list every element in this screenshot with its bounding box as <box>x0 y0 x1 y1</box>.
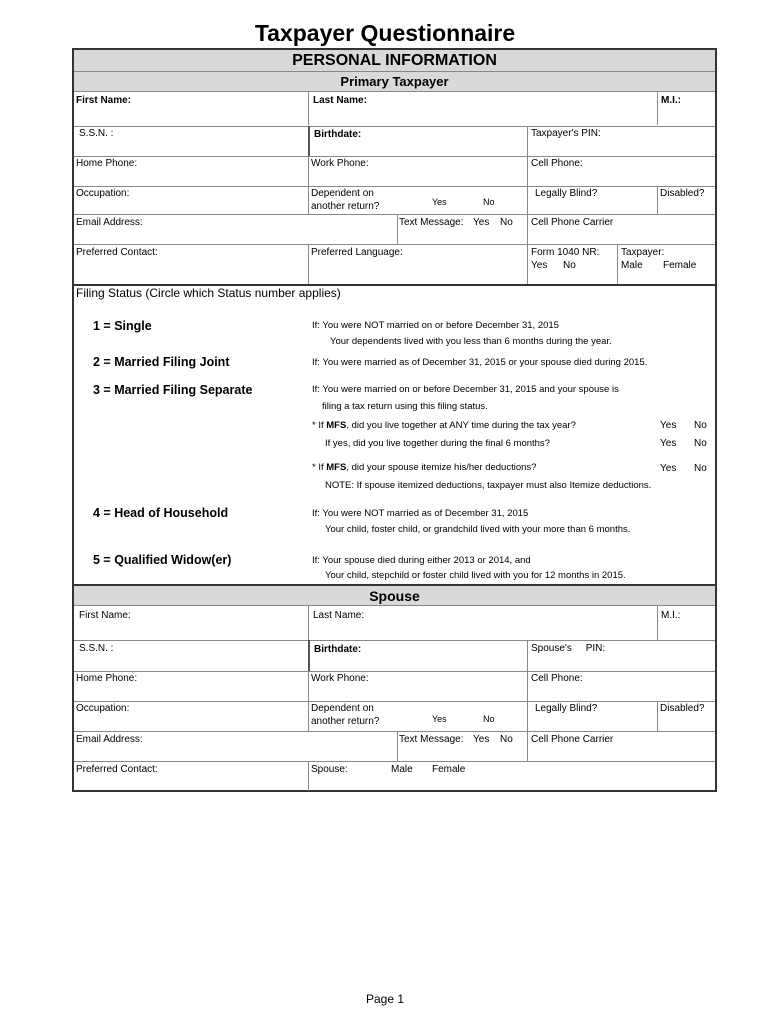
divider <box>74 731 715 732</box>
divider <box>74 761 715 762</box>
divider <box>74 126 715 127</box>
divider <box>397 214 398 244</box>
spouse-text-message-yes-option[interactable]: Yes <box>473 734 490 745</box>
divider <box>527 731 528 761</box>
divider <box>527 640 528 671</box>
mfs-question-text: , did you live together at ANY time during the tax year? <box>346 420 576 431</box>
filing-status-description: Your child, stepchild or foster child lived with you for 12 months in 2015. <box>325 570 626 581</box>
filing-status-married-joint[interactable]: 2 = Married Filing Joint <box>93 355 230 369</box>
divider <box>74 244 715 245</box>
section-title-primary-taxpayer: Primary Taxpayer <box>74 72 715 92</box>
mfs-itemize-no-option[interactable]: No <box>694 463 707 474</box>
email-field[interactable]: Email Address: <box>76 217 143 228</box>
filing-status-description: Your child, foster child, or grandchild lived with your more than 6 months. <box>325 524 631 535</box>
filing-status-description: If: Your spouse died during either 2013 or 2014, and <box>312 555 531 566</box>
divider <box>74 186 715 187</box>
filing-status-description: filing a tax return using this filing status. <box>322 401 488 412</box>
cell-phone-field[interactable]: Cell Phone: <box>531 158 583 169</box>
divider <box>657 701 658 731</box>
preferred-contact-field[interactable]: Preferred Contact: <box>76 247 158 258</box>
spouse-preferred-contact-field[interactable]: Preferred Contact: <box>76 764 158 775</box>
form-1040nr-no-option[interactable]: No <box>563 260 576 271</box>
filing-status-qualified-widow[interactable]: 5 = Qualified Widow(er) <box>93 553 232 567</box>
text-message-no-option[interactable]: No <box>500 217 513 228</box>
mfs-question-text: , did your spouse itemize his/her deductions? <box>346 462 537 473</box>
taxpayer-female-option[interactable]: Female <box>663 260 697 271</box>
last-name-field[interactable]: Last Name: <box>313 95 367 106</box>
filing-status-header: Filing Status (Circle which Status number applies) <box>76 286 341 300</box>
divider <box>308 126 310 156</box>
divider <box>308 671 309 701</box>
divider <box>74 214 715 215</box>
spouse-pin-field[interactable]: Spouse's PIN: <box>531 643 606 654</box>
filing-status-description: If: You were NOT married as of December 31, 2015 <box>312 508 529 519</box>
filing-status-description: Your dependents lived with you less than 6 months during the year. <box>330 336 612 347</box>
mfs-itemize-yes-option[interactable]: Yes <box>660 463 677 474</box>
preferred-language-field[interactable]: Preferred Language: <box>311 247 403 258</box>
spouse-birthdate-field[interactable]: Birthdate: <box>314 644 362 655</box>
mfs-note: NOTE: If spouse itemized deductions, taxpayer must also Itemize deductions. <box>325 480 652 491</box>
mfs-question-prefix: * If <box>312 420 327 431</box>
spouse-female-option[interactable]: Female <box>432 764 466 775</box>
divider <box>74 671 715 672</box>
taxpayer-male-option[interactable]: Male <box>621 260 643 271</box>
divider <box>308 244 309 284</box>
spouse-dependent-label: another return? <box>311 716 380 727</box>
divider <box>308 640 310 671</box>
spouse-dependent-yes-option[interactable]: Yes <box>432 714 447 724</box>
page-number: Page 1 <box>365 992 405 1006</box>
legally-blind-field[interactable]: Legally Blind? <box>535 188 598 199</box>
home-phone-field[interactable]: Home Phone: <box>76 158 138 169</box>
divider <box>617 244 618 284</box>
divider <box>308 92 309 125</box>
spouse-occupation-field[interactable]: Occupation: <box>76 703 130 714</box>
mfs-final-months-question: If yes, did you live together during the final 6 months? <box>325 438 550 449</box>
mfs-live-together-no-option[interactable]: No <box>694 420 707 431</box>
spouse-male-option[interactable]: Male <box>391 764 413 775</box>
text-message-yes-option[interactable]: Yes <box>473 217 490 228</box>
filing-status-single[interactable]: 1 = Single <box>93 319 152 333</box>
divider <box>308 186 309 214</box>
dependent-label: another return? <box>311 201 380 212</box>
filing-status-description: If: You were married as of December 31, 2015 or your spouse died during 2015. <box>312 357 648 368</box>
spouse-home-phone-field[interactable]: Home Phone: <box>76 673 138 684</box>
spouse-first-name-field[interactable]: First Name: <box>79 610 131 621</box>
spouse-dependent-label: Dependent on <box>311 703 374 714</box>
mfs-question-prefix: * If <box>312 462 327 473</box>
mfs-itemize-question <box>312 462 536 473</box>
divider <box>308 761 309 791</box>
filing-status-description: If: You were NOT married on or before December 31, 2015 <box>312 320 559 331</box>
filing-status-married-separate[interactable]: 3 = Married Filing Separate <box>93 383 253 397</box>
dependent-yes-option[interactable]: Yes <box>432 197 447 207</box>
spouse-middle-initial-field[interactable]: M.I.: <box>661 610 681 621</box>
text-message-label: Text Message: <box>399 217 464 228</box>
spouse-dependent-no-option[interactable]: No <box>483 714 495 724</box>
divider <box>308 606 309 640</box>
spouse-text-message-no-option[interactable]: No <box>500 734 513 745</box>
taxpayer-pin-field[interactable]: Taxpayer's PIN: <box>531 128 601 139</box>
mfs-final-months-no-option[interactable]: No <box>694 438 707 449</box>
section-title-spouse: Spouse <box>74 586 715 606</box>
middle-initial-field[interactable]: M.I.: <box>661 95 681 106</box>
divider <box>527 186 528 214</box>
occupation-field[interactable]: Occupation: <box>76 188 130 199</box>
mfs-abbrev: MFS <box>326 420 347 431</box>
spouse-work-phone-field[interactable]: Work Phone: <box>311 673 369 684</box>
dependent-label: Dependent on <box>311 188 374 199</box>
spouse-email-field[interactable]: Email Address: <box>76 734 143 745</box>
divider <box>657 606 658 640</box>
document-title: Taxpayer Questionnaire <box>254 20 516 46</box>
divider <box>657 186 658 214</box>
divider <box>527 671 528 701</box>
disabled-field[interactable]: Disabled? <box>660 188 705 199</box>
divider <box>308 156 309 186</box>
divider <box>74 156 715 157</box>
cell-carrier-field[interactable]: Cell Phone Carrier <box>531 217 614 228</box>
work-phone-field[interactable]: Work Phone: <box>311 158 369 169</box>
section-title-personal-information: PERSONAL INFORMATION <box>74 50 715 72</box>
filing-status-description: If: You were married on or before December 31, 2015 and your spouse is <box>312 384 619 395</box>
spouse-disabled-field[interactable]: Disabled? <box>660 703 705 714</box>
mfs-final-months-yes-option[interactable]: Yes <box>660 438 677 449</box>
form-1040nr-label: Form 1040 NR: <box>531 247 600 258</box>
spouse-gender-label: Spouse: <box>311 764 348 775</box>
divider <box>397 731 398 761</box>
birthdate-field[interactable]: Birthdate: <box>314 129 362 140</box>
ssn-field[interactable]: S.S.N. : <box>79 128 114 139</box>
divider <box>527 701 528 731</box>
divider <box>308 701 309 731</box>
divider <box>527 244 528 284</box>
dependent-no-option[interactable]: No <box>483 197 495 207</box>
spouse-ssn-field[interactable]: S.S.N. : <box>79 643 114 654</box>
spouse-legally-blind-field[interactable]: Legally Blind? <box>535 703 598 714</box>
mfs-live-together-yes-option[interactable]: Yes <box>660 420 677 431</box>
spouse-text-message-label: Text Message: <box>399 734 464 745</box>
first-name-field[interactable]: First Name: <box>76 95 132 106</box>
taxpayer-gender-label: Taxpayer: <box>621 247 665 258</box>
mfs-abbrev: MFS <box>326 462 347 473</box>
divider <box>74 640 715 641</box>
mfs-live-together-question <box>312 420 576 431</box>
form-1040nr-yes-option[interactable]: Yes <box>531 260 548 271</box>
divider <box>657 92 658 125</box>
divider <box>527 214 528 244</box>
spouse-cell-carrier-field[interactable]: Cell Phone Carrier <box>531 734 614 745</box>
spouse-cell-phone-field[interactable]: Cell Phone: <box>531 673 583 684</box>
divider <box>74 701 715 702</box>
divider <box>527 126 528 156</box>
divider <box>527 156 528 186</box>
spouse-last-name-field[interactable]: Last Name: <box>313 610 365 621</box>
filing-status-head-of-household[interactable]: 4 = Head of Household <box>93 506 229 520</box>
